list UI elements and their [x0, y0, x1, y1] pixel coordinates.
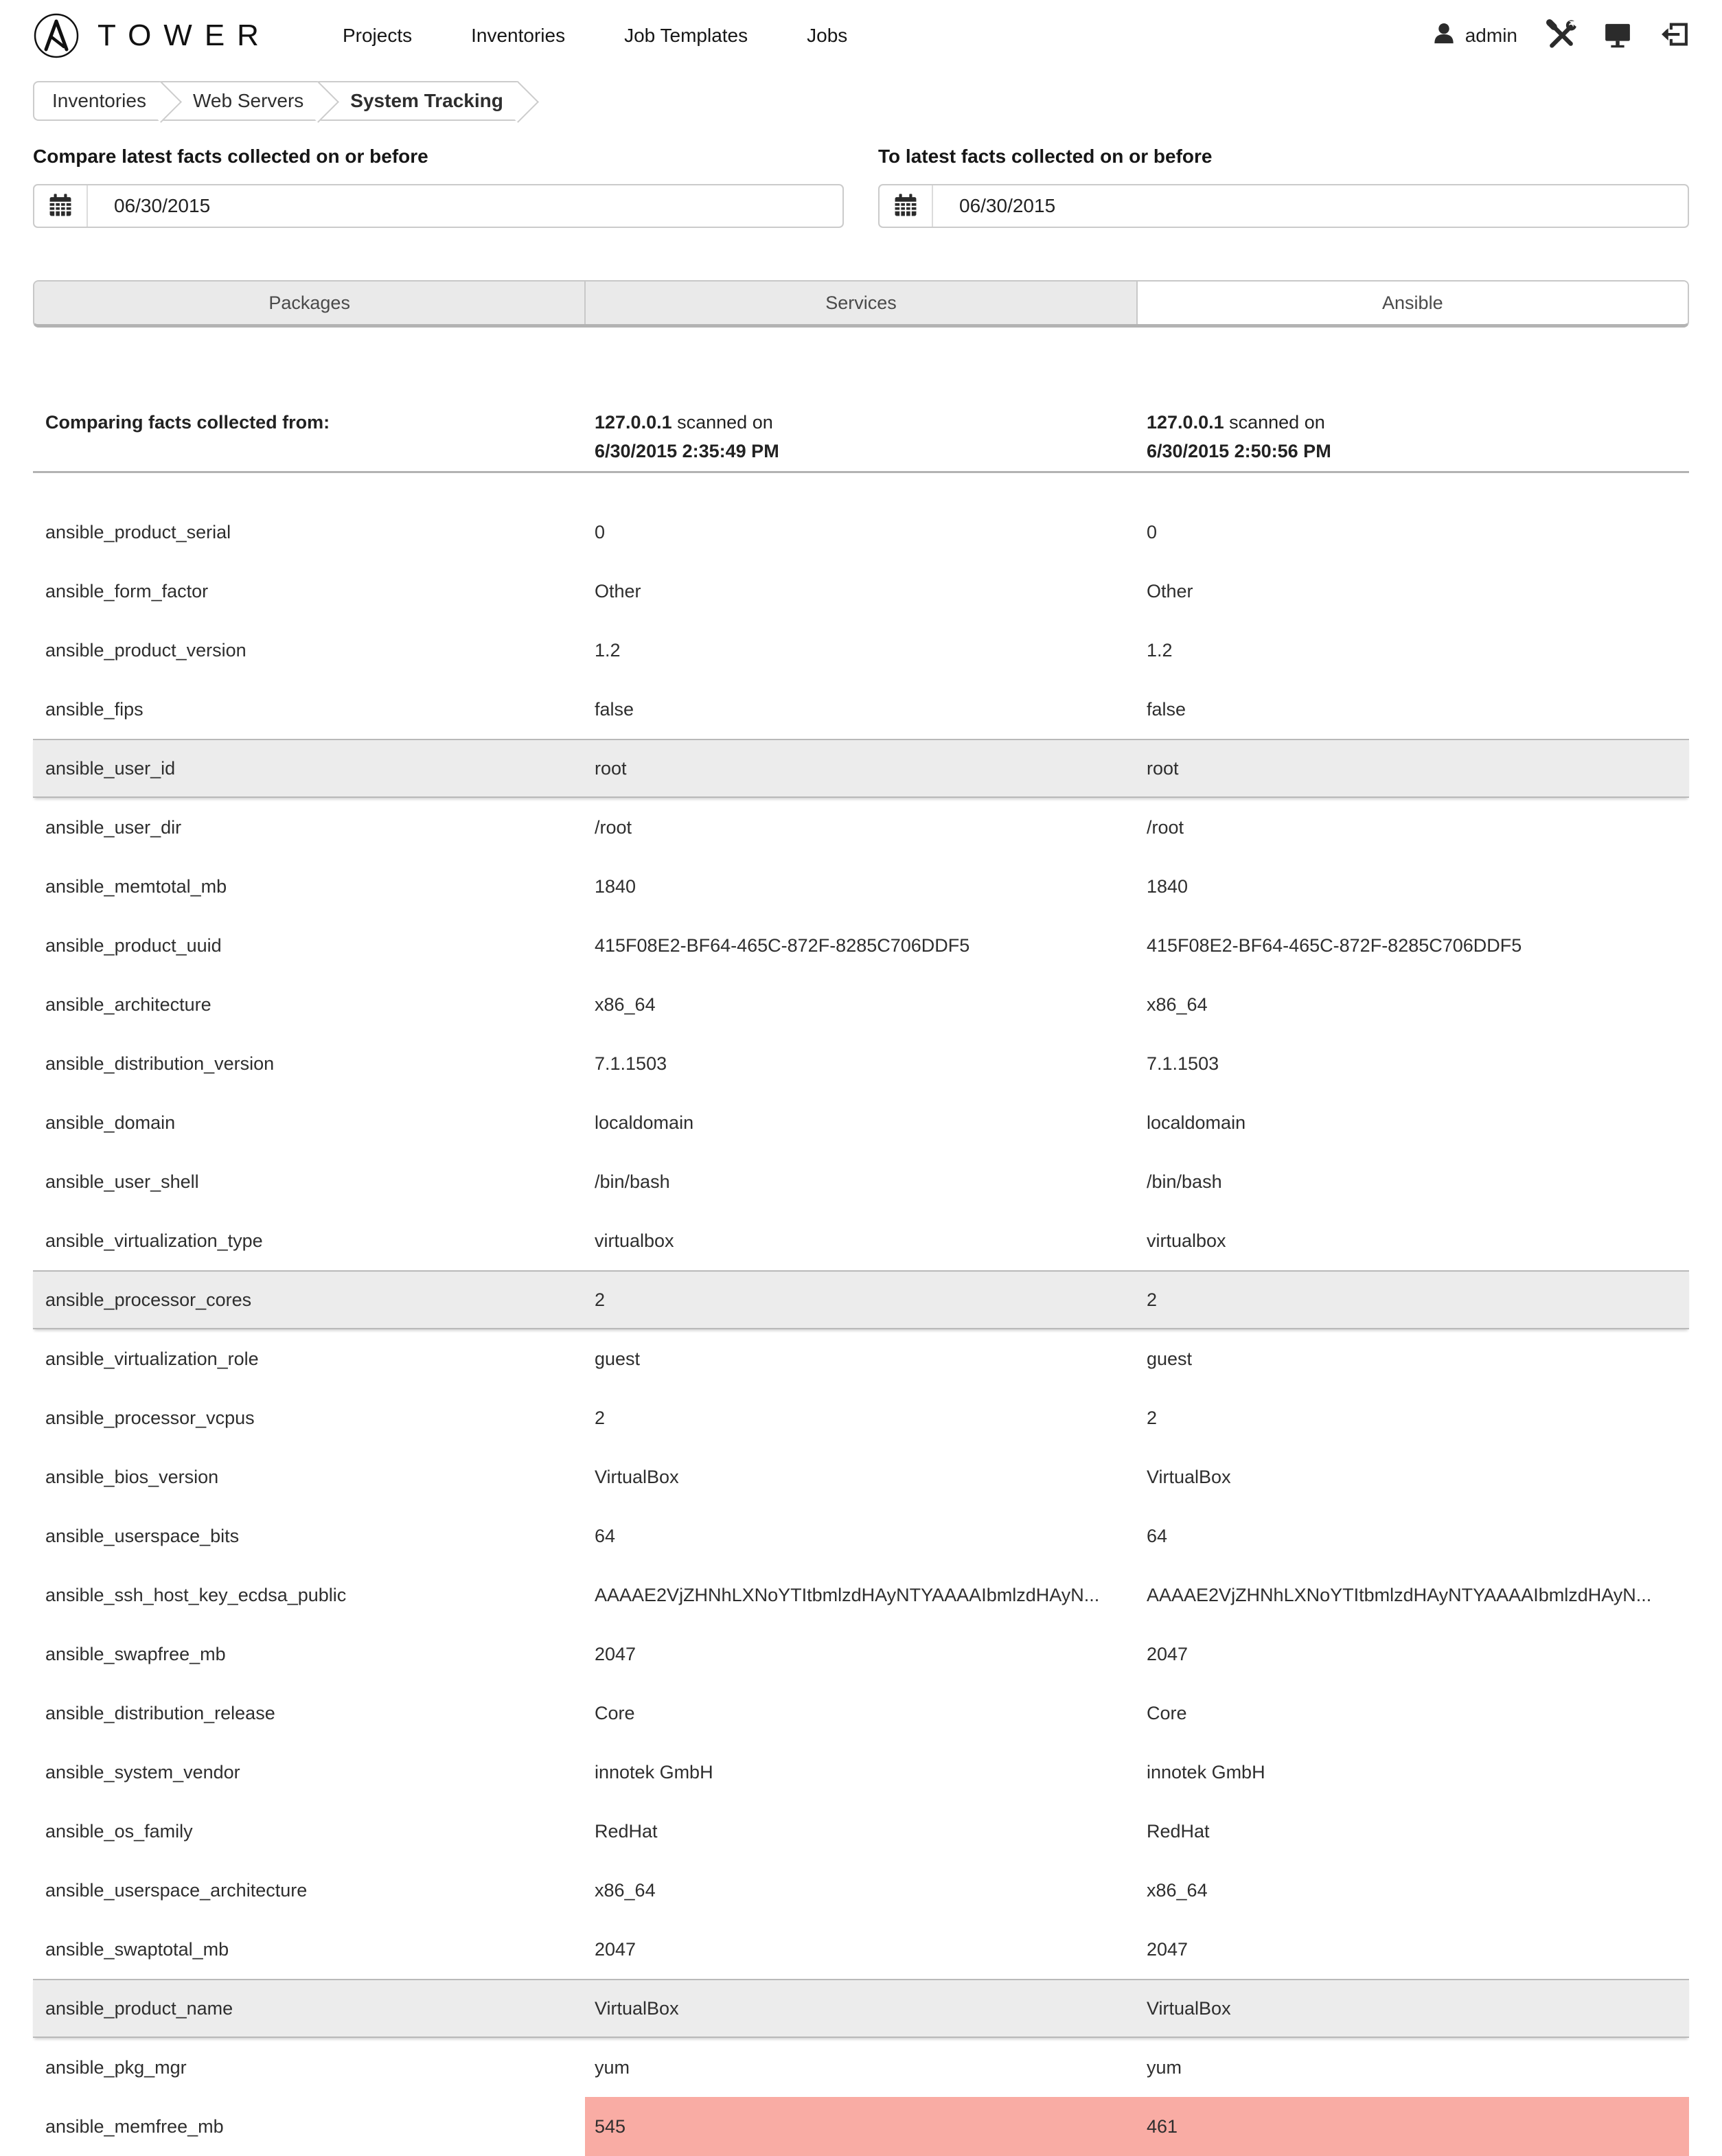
fact-value-right-cell: VirtualBox: [1147, 1466, 1231, 1487]
fact-value-right-cell: 2047: [1147, 1643, 1189, 1664]
fact-value-left-cell: virtualbox: [595, 1230, 674, 1251]
username: admin: [1465, 25, 1517, 46]
fact-value-left-cell: localdomain: [595, 1112, 694, 1133]
fact-row: [33, 1684, 1689, 1743]
fact-value-right-cell: /bin/bash: [1147, 1171, 1222, 1192]
fact-name-cell: ansible_product_name: [45, 1997, 233, 2019]
fact-row: [33, 1979, 1689, 2038]
nav-item-jobs[interactable]: Jobs: [807, 25, 848, 46]
fact-value-left-cell: 2047: [595, 1643, 636, 1664]
fact-name-cell: ansible_product_version: [45, 639, 246, 661]
compare-to-date-input[interactable]: [933, 185, 1688, 227]
fact-value-left-cell: Other: [595, 580, 641, 601]
fact-name-cell: ansible_bios_version: [45, 1466, 219, 1487]
fact-name-cell: ansible_architecture: [45, 994, 211, 1015]
scan-column-header-right: [1137, 408, 1689, 466]
fact-name-cell: ansible_ssh_host_key_ecdsa_public: [45, 1584, 347, 1605]
fact-value-right-cell: 7.1.1503: [1147, 1053, 1219, 1074]
fact-value-right-cell: false: [1147, 698, 1186, 720]
settings-button[interactable]: [1546, 19, 1576, 53]
fact-name-cell: ansible_form_factor: [45, 580, 209, 601]
portal-mode-button[interactable]: [1603, 19, 1633, 53]
scan-timestamp: 6/30/2015 2:35:49 PM: [595, 441, 779, 461]
fact-value-right-cell: virtualbox: [1147, 1230, 1226, 1251]
fact-name-cell: ansible_memtotal_mb: [45, 875, 227, 897]
fact-value-right-cell: RedHat: [1147, 1820, 1210, 1842]
logout-button[interactable]: [1659, 19, 1689, 53]
fact-value-right-cell: x86_64: [1147, 994, 1208, 1015]
fact-name-cell: ansible_user_shell: [45, 1171, 199, 1192]
fact-value-right-cell: Other: [1147, 580, 1193, 601]
fact-value-right-cell: 415F08E2-BF64-465C-872F-8285C706DDF5: [1147, 934, 1522, 956]
compare-from-label: Compare latest facts collected on or before: [33, 146, 428, 167]
user-icon: [1431, 21, 1457, 51]
fact-name-cell: ansible_virtualization_type: [45, 1230, 263, 1251]
nav-menu: [343, 25, 847, 47]
compare-from-field: [33, 146, 844, 228]
brand-logo[interactable]: [33, 12, 271, 59]
fact-name-cell: ansible_processor_vcpus: [45, 1407, 255, 1428]
fact-value-left-cell: 64: [595, 1525, 616, 1546]
fact-row: [33, 739, 1689, 798]
compare-from-datepicker: [33, 184, 844, 228]
fact-row: [33, 2097, 1689, 2156]
fact-value-left-cell: 415F08E2-BF64-465C-872F-8285C706DDF5: [595, 934, 970, 956]
tab-packages[interactable]: Packages: [34, 282, 586, 324]
fact-name-cell: ansible_processor_cores: [45, 1289, 252, 1310]
fact-value-right-cell: innotek GmbH: [1147, 1761, 1265, 1782]
current-user-button[interactable]: [1431, 21, 1520, 51]
fact-value-left-cell: x86_64: [595, 1879, 656, 1901]
fact-name-cell: ansible_userspace_bits: [45, 1525, 240, 1546]
fact-name-cell: ansible_product_uuid: [45, 934, 222, 956]
fact-value-left-cell: 7.1.1503: [595, 1053, 667, 1074]
breadcrumb: [33, 81, 1689, 121]
fact-value-right-cell: 0: [1147, 521, 1158, 542]
scan-host: 127.0.0.1: [595, 412, 672, 433]
fact-value-left-cell: false: [595, 698, 634, 720]
fact-row: [33, 562, 1689, 621]
fact-value-left-cell: VirtualBox: [595, 1997, 679, 2019]
fact-value-right-cell: yum: [1147, 2056, 1182, 2078]
fact-row: [33, 1388, 1689, 1447]
tab-services[interactable]: Services: [586, 282, 1137, 324]
compare-from-date-input[interactable]: [88, 185, 842, 227]
fact-row: [33, 1211, 1689, 1270]
compare-to-calendar-button[interactable]: [880, 185, 933, 227]
facts-table-body: [0, 473, 1722, 2156]
fact-name-cell: ansible_swaptotal_mb: [45, 1938, 229, 1960]
fact-value-right-cell: 2: [1147, 1289, 1158, 1310]
fact-name-cell: ansible_virtualization_role: [45, 1348, 259, 1369]
fact-value-left-cell: RedHat: [595, 1820, 658, 1842]
top-nav: [0, 0, 1722, 71]
fact-row: [33, 1802, 1689, 1861]
fact-value-left-cell: 2047: [595, 1938, 636, 1960]
fact-name-cell: ansible_memfree_mb: [45, 2115, 224, 2137]
compare-from-calendar-button[interactable]: [34, 185, 88, 227]
scan-column-header-left: [585, 408, 1137, 466]
scan-host: 127.0.0.1: [1147, 412, 1224, 433]
fact-value-left-cell: AAAAE2VjZHNhLXNoYTItbmlzdHAyNTYAAAAIbmlzdHAyN...: [595, 1584, 1100, 1605]
fact-value-right-cell: AAAAE2VjZHNhLXNoYTItbmlzdHAyNTYAAAAIbmlzdHAyN...: [1147, 1584, 1652, 1605]
fact-row: [33, 503, 1689, 562]
fact-value-left-cell: VirtualBox: [595, 1466, 679, 1487]
fact-value-left-cell: 2: [595, 1289, 606, 1310]
facts-table-header: [33, 408, 1689, 466]
fact-row: [33, 1270, 1689, 1329]
tools-icon: [1546, 19, 1576, 53]
fact-row: [33, 798, 1689, 857]
fact-name-cell: ansible_user_dir: [45, 816, 182, 838]
fact-name-cell: ansible_distribution_release: [45, 1702, 275, 1723]
fact-value-right-cell: 1.2: [1147, 639, 1173, 661]
ansible-logo-icon: [33, 12, 80, 59]
breadcrumb-label: System Tracking: [350, 90, 503, 111]
fact-value-left-cell: root: [595, 757, 627, 779]
fact-value-left-cell: Core: [595, 1702, 635, 1723]
fact-value-left-cell: yum: [595, 2056, 630, 2078]
fact-row: [33, 1093, 1689, 1152]
fact-name-cell: ansible_product_serial: [45, 521, 231, 542]
fact-value-right-cell: 461: [1137, 2097, 1689, 2156]
compare-to-datepicker: [878, 184, 1689, 228]
scan-prefix: scanned on: [1224, 412, 1325, 433]
calendar-icon: [47, 192, 73, 220]
fact-value-right-cell: guest: [1147, 1348, 1193, 1369]
fact-row: [33, 2038, 1689, 2097]
tab-ansible[interactable]: Ansible: [1138, 282, 1688, 324]
fact-name-cell: ansible_fips: [45, 698, 144, 720]
fact-row: [33, 1447, 1689, 1506]
breadcrumb-item-inventories[interactable]: [33, 81, 161, 121]
breadcrumb-label: Web Servers: [192, 90, 304, 111]
fact-value-right-cell: x86_64: [1147, 1879, 1208, 1901]
fact-value-left-cell: guest: [595, 1348, 641, 1369]
fact-row: [33, 1566, 1689, 1625]
fact-row: [33, 1152, 1689, 1211]
compare-to-label: To latest facts collected on or before: [878, 146, 1213, 167]
fact-value-left-cell: innotek GmbH: [595, 1761, 713, 1782]
compare-to-field: [878, 146, 1689, 228]
fact-row: [33, 916, 1689, 975]
fact-name-cell: ansible_user_id: [45, 757, 176, 779]
fact-row: [33, 1329, 1689, 1388]
nav-right: [1431, 19, 1689, 53]
fact-row: [33, 975, 1689, 1034]
fact-value-right-cell: 2: [1147, 1407, 1158, 1428]
fact-category-tabs: [33, 280, 1689, 328]
fact-value-left-cell: 0: [595, 521, 606, 542]
breadcrumb-item-web-servers[interactable]: [161, 81, 319, 121]
compare-dates-section: [33, 146, 1689, 228]
fact-row: [33, 1920, 1689, 1979]
fact-name-cell: ansible_distribution_version: [45, 1053, 275, 1074]
fact-name-cell: ansible_swapfree_mb: [45, 1643, 226, 1664]
fact-value-right-cell: 1840: [1147, 875, 1189, 897]
fact-value-left-cell: 2: [595, 1407, 606, 1428]
fact-row: [33, 1506, 1689, 1566]
fact-value-right-cell: 2047: [1147, 1938, 1189, 1960]
breadcrumb-label: Inventories: [52, 90, 146, 111]
fact-value-right-cell: localdomain: [1147, 1112, 1246, 1133]
fact-value-right-cell: root: [1147, 757, 1179, 779]
logout-icon: [1659, 19, 1689, 53]
brand-wordmark: TOWER: [97, 19, 271, 52]
nav-item-job-templates[interactable]: Job Templates: [624, 25, 748, 46]
fact-value-left-cell: 545: [585, 2097, 1137, 2156]
fact-value-right-cell: /root: [1147, 816, 1184, 838]
fact-name-cell: ansible_system_vendor: [45, 1761, 240, 1782]
fact-value-right-cell: 64: [1147, 1525, 1168, 1546]
fact-row: [33, 680, 1689, 739]
fact-name-cell: ansible_userspace_architecture: [45, 1879, 308, 1901]
fact-row: [33, 621, 1689, 680]
fact-value-left-cell: 1.2: [595, 639, 621, 661]
fact-name-cell: ansible_domain: [45, 1112, 176, 1133]
fact-name-cell: ansible_os_family: [45, 1820, 193, 1842]
fact-row: [33, 1625, 1689, 1684]
fact-row: [33, 857, 1689, 916]
nav-item-projects[interactable]: Projects: [342, 25, 413, 46]
fact-value-right-cell: Core: [1147, 1702, 1187, 1723]
calendar-icon: [893, 192, 919, 220]
fact-name-cell: ansible_pkg_mgr: [45, 2056, 187, 2078]
fact-value-left-cell: /bin/bash: [595, 1171, 670, 1192]
fact-row: [33, 1034, 1689, 1093]
monitor-icon: [1603, 19, 1633, 53]
fact-value-left-cell: x86_64: [595, 994, 656, 1015]
fact-row: [33, 1861, 1689, 1920]
breadcrumb-item-system-tracking: [319, 81, 518, 121]
fact-row: [33, 1743, 1689, 1802]
table-caption: Comparing facts collected from:: [45, 412, 330, 433]
fact-value-right-cell: VirtualBox: [1147, 1997, 1231, 2019]
scan-prefix: scanned on: [671, 412, 773, 433]
fact-value-left-cell: 1840: [595, 875, 636, 897]
nav-item-inventories[interactable]: Inventories: [471, 25, 566, 46]
fact-value-left-cell: /root: [595, 816, 632, 838]
scan-timestamp: 6/30/2015 2:50:56 PM: [1147, 441, 1331, 461]
